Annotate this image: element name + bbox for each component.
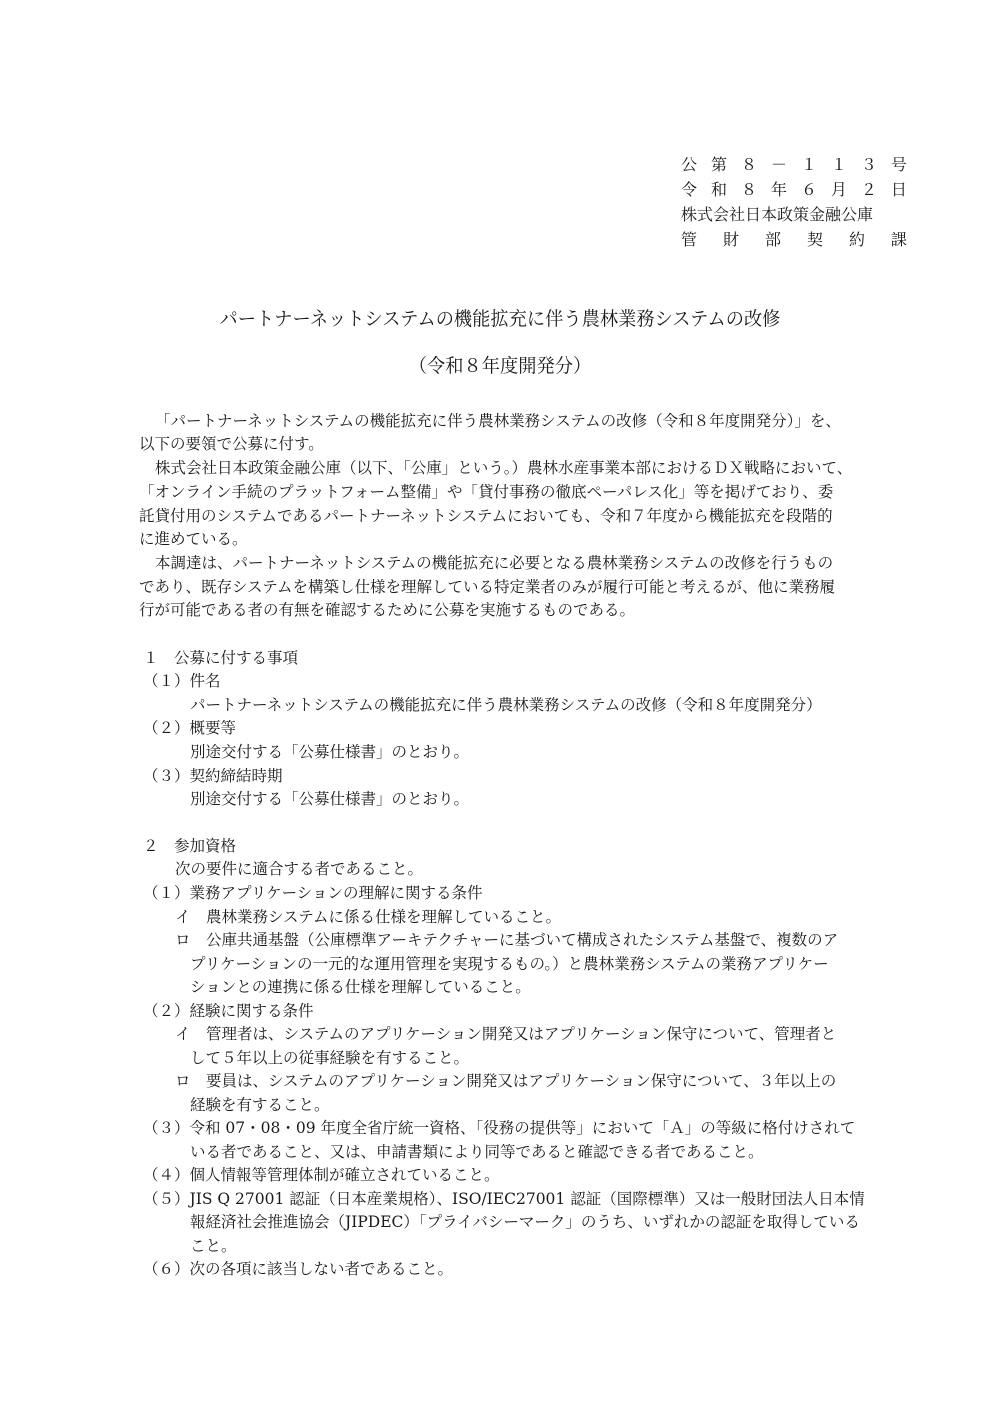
item-heading: （５）JIS Q 27001 認証（日本産業規格）、ISO/IEC27001 認証（国際標準）又は一般財団法人日本情 <box>143 1190 865 1208</box>
header-char: 財 <box>722 230 739 249</box>
header-char: 号 <box>890 155 907 174</box>
header-char: 課 <box>890 230 907 249</box>
header-char: ２ <box>860 180 877 199</box>
header-char: － <box>770 155 787 174</box>
item-heading: （３）令和 07・08・09 年度全省庁統一資格、「役務の提供等」において「Ａ」の等級に格付けされて <box>143 1119 856 1137</box>
item-body: 別途交付する「公募仕様書」のとおり。 <box>190 743 470 761</box>
sub-item-continuation: して５年以上の従事経験を有すること。 <box>190 1049 470 1067</box>
header-char: ８ <box>740 180 757 199</box>
intro-line: 行が可能である者の有無を確認するために公募を実施するものである。 <box>139 601 636 619</box>
header-char: 日 <box>890 180 907 199</box>
document-number <box>681 152 907 177</box>
header-char: 契 <box>806 230 823 249</box>
sub-item: イ 管理者は、システムのアプリケーション開発又はアプリケーション保守について、管理者と <box>175 1025 837 1043</box>
section-heading: ２ 参加資格 <box>143 837 237 855</box>
intro-line: に進めている。 <box>139 530 248 548</box>
sub-item: ロ 公庫共通基盤（公庫標準アーキテクチャーに基づいて構成されたシステム基盤で、複数のア <box>175 931 839 949</box>
header-char: 令 <box>681 180 698 199</box>
header-char: 第 <box>710 155 727 174</box>
header-char: 公 <box>681 155 698 174</box>
header-char: 和 <box>710 180 727 199</box>
document-subtitle: （令和８年度開発分） <box>408 355 592 377</box>
sub-item-continuation: ションとの連携に係る仕様を理解していること。 <box>190 978 531 996</box>
header-char: 月 <box>830 180 847 199</box>
item-body: パートナーネットシステムの機能拡充に伴う農林業務システムの改修（令和８年度開発分） <box>190 696 822 714</box>
intro-line: 以下の要領で公募に付す。 <box>139 435 324 453</box>
document-title: パートナーネットシステムの機能拡充に伴う農林業務システムの改修 <box>219 308 781 330</box>
item-heading: （１）業務アプリケーションの理解に関する条件 <box>143 884 483 902</box>
intro-line: 本調達は、パートナーネットシステムの機能拡充に必要となる農林業務システムの改修を行うもの <box>155 554 834 572</box>
header-char: １ <box>800 155 817 174</box>
item-body: 次の要件に適合する者であること。 <box>175 860 424 878</box>
header-char: 部 <box>764 230 781 249</box>
intro-line: 「オンライン手続のプラットフォーム整備」や「貸付事務の徹底ペーパレス化」等を掲げており、委 <box>139 483 834 501</box>
item-continuation: 報経済社会推進協会（JIPDEC）「プライバシーマーク」のうち、いずれかの認証を取得している <box>190 1213 860 1231</box>
issuer-organization <box>681 202 907 227</box>
header-char: ８ <box>740 155 757 174</box>
sub-item-continuation: プリケーションの一元的な運用管理を実現するもの。）と農林業務システムの業務アプリケー <box>190 955 829 973</box>
issuer-department <box>681 227 907 252</box>
item-heading: （４）個人情報等管理体制が確立されていること。 <box>143 1166 500 1184</box>
intro-line: 託貸付用のシステムであるパートナーネットシステムにおいても、令和７年度から機能拡充を段階的 <box>139 507 833 525</box>
item-body: 別途交付する「公募仕様書」のとおり。 <box>190 790 470 808</box>
item-heading: （２）経験に関する条件 <box>143 1002 314 1020</box>
document-header <box>681 152 907 252</box>
header-char: 管 <box>681 230 698 249</box>
document-date <box>681 177 907 202</box>
item-heading: （６）次の各項に該当しない者であること。 <box>143 1260 454 1278</box>
item-continuation: いる者であること、又は、申請書類により同等であると確認できる者であること。 <box>190 1143 764 1161</box>
sub-item: イ 農林業務システムに係る仕様を理解していること。 <box>175 908 561 926</box>
item-heading: （２）概要等 <box>143 719 237 737</box>
header-char: 年 <box>770 180 787 199</box>
sub-item: ロ 要員は、システムのアプリケーション開発又はアプリケーション保守について、３年以上の <box>175 1072 837 1090</box>
intro-line: であり、既存システムを構築し仕様を理解している特定業者のみが履行可能と考えるが、他に業務履 <box>139 578 835 596</box>
header-char: ６ <box>800 180 817 199</box>
header-char: 約 <box>848 230 865 249</box>
header-char: ３ <box>860 155 877 174</box>
sub-item-continuation: 経験を有すること。 <box>190 1096 330 1114</box>
section-heading: １ 公募に付する事項 <box>143 649 299 667</box>
intro-line: 株式会社日本政策金融公庫（以下、「公庫」という。）農林水産事業本部におけるＤＸ戦略において、 <box>155 459 853 477</box>
item-heading: （３）契約締結時期 <box>143 767 283 785</box>
header-char: １ <box>830 155 847 174</box>
intro-line: 「パートナーネットシステムの機能拡充に伴う農林業務システムの改修（令和８年度開発分）」を、 <box>155 412 841 430</box>
header-text: 株式会社日本政策金融公庫 <box>681 205 874 224</box>
item-continuation: こと。 <box>190 1237 237 1255</box>
item-heading: （１）件名 <box>143 672 221 690</box>
